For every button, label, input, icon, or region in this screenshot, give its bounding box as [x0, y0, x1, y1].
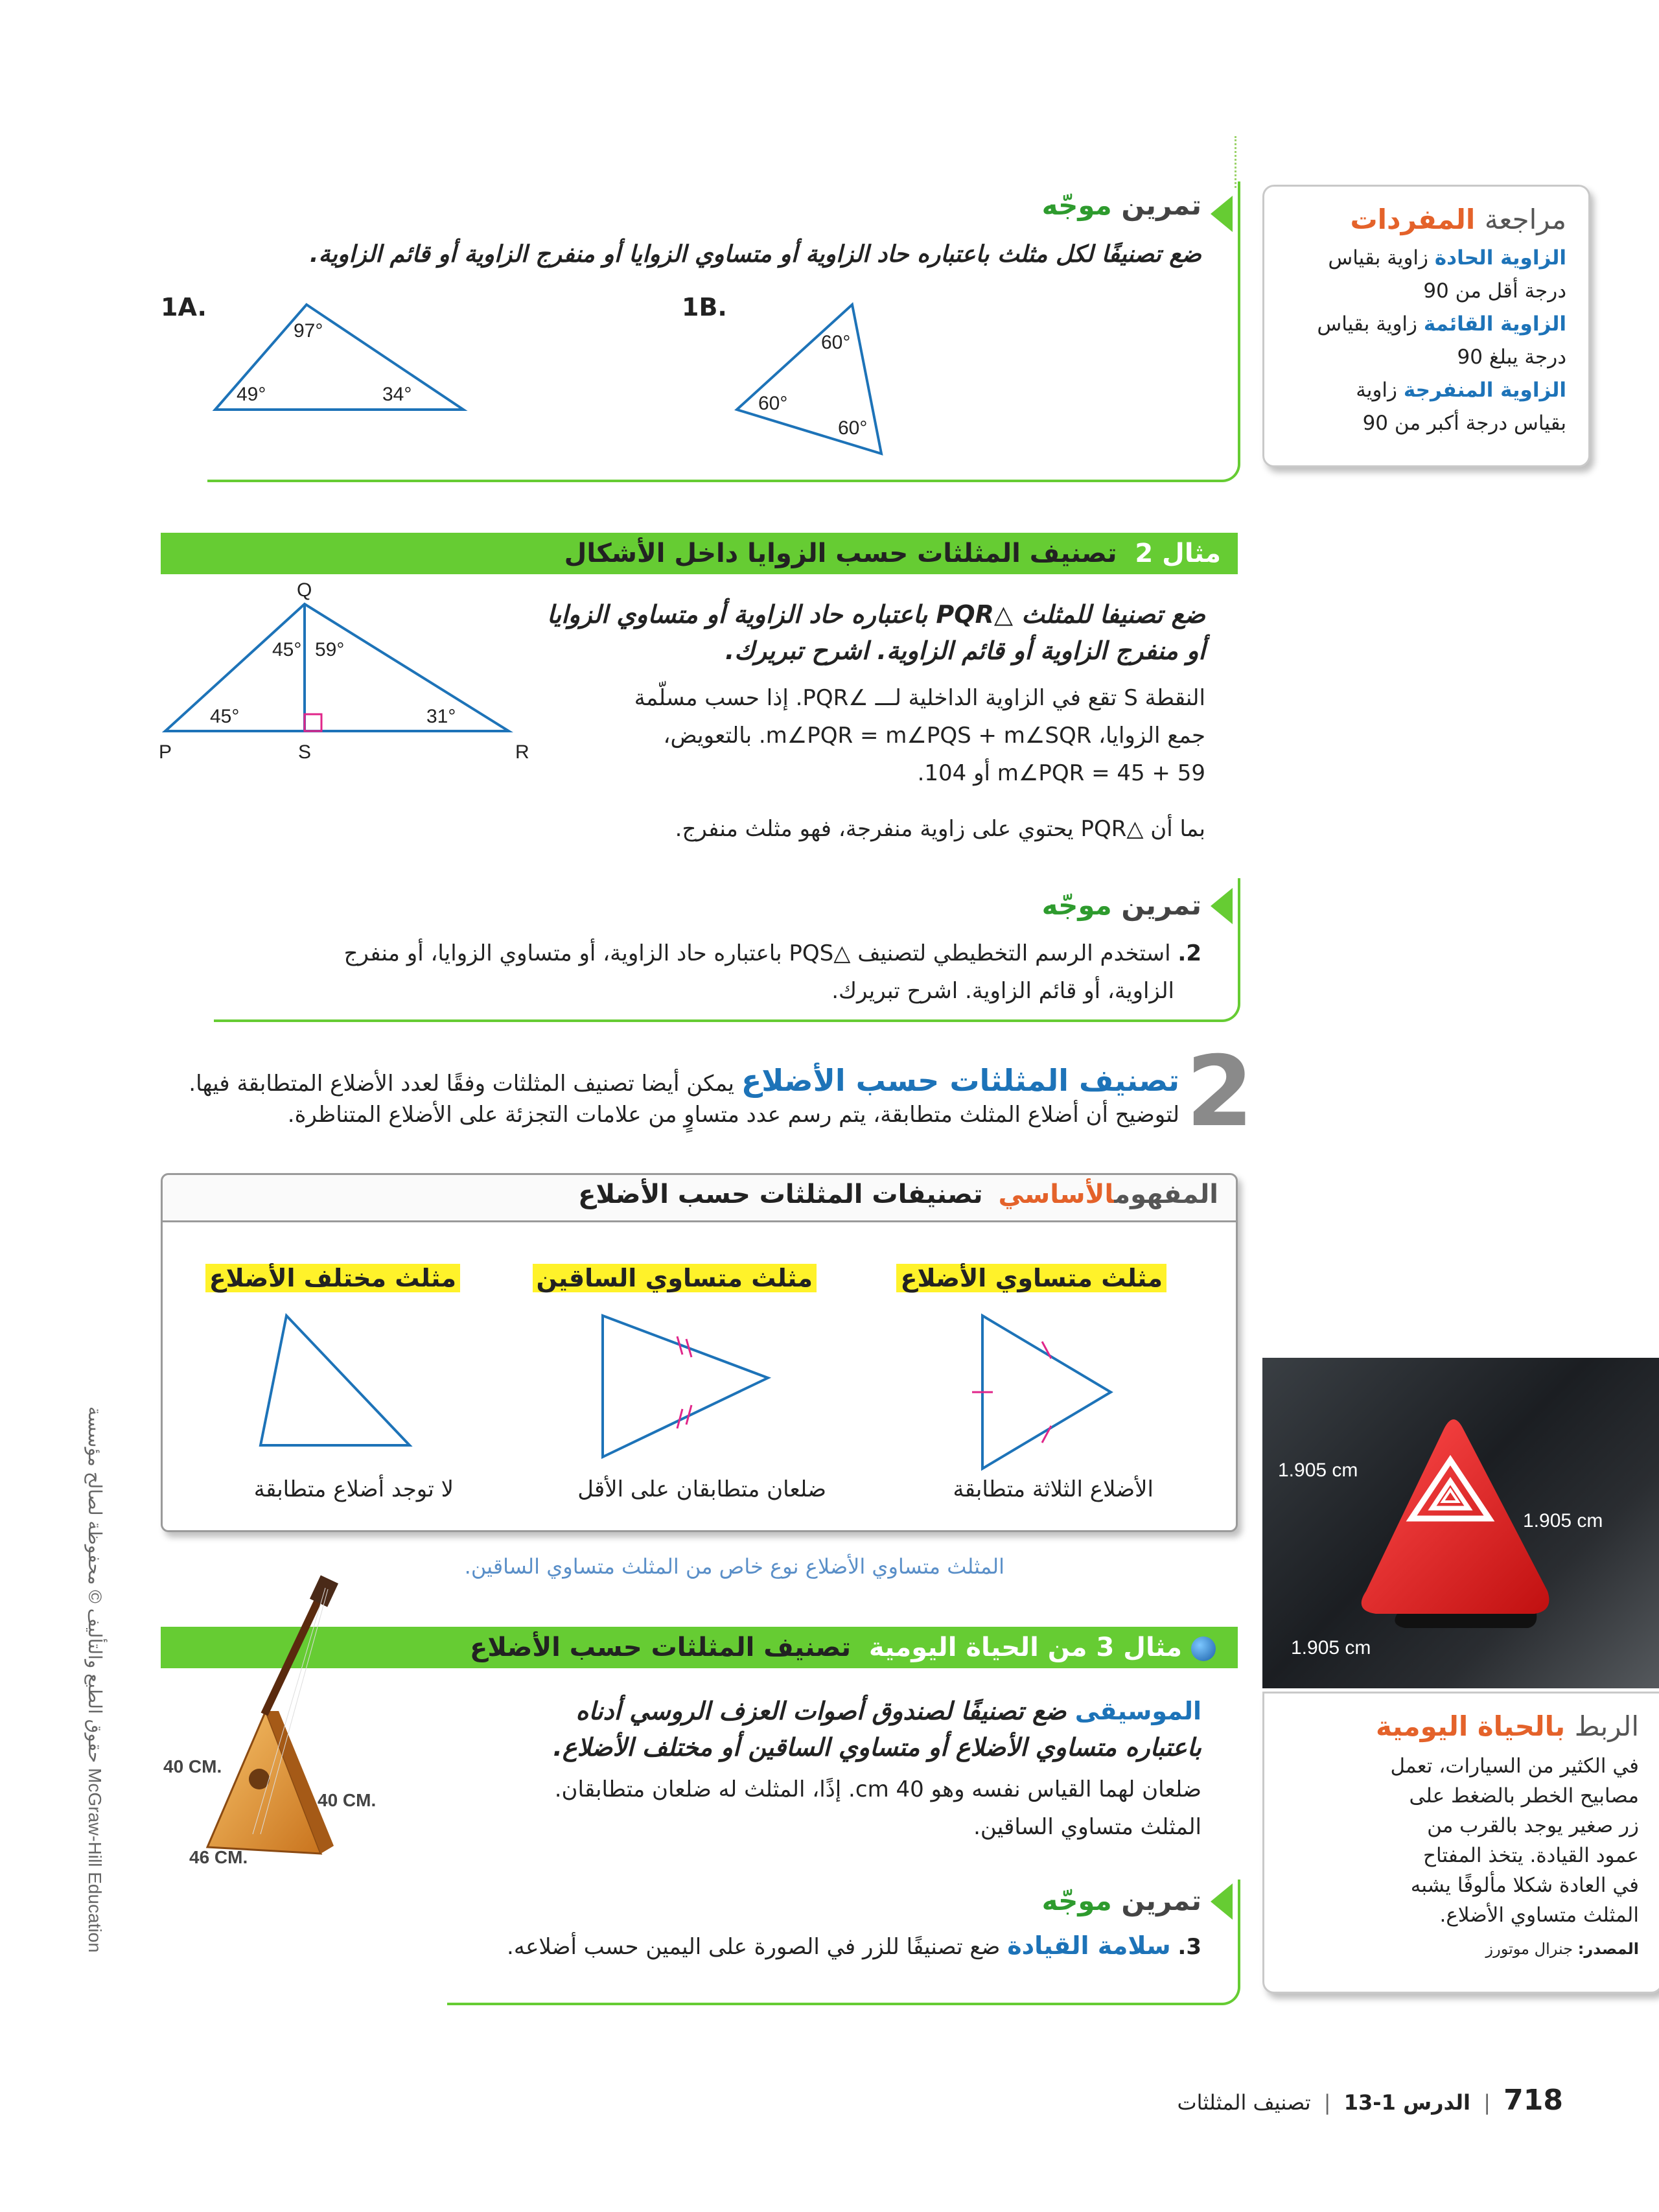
section-number: 2: [1186, 1036, 1254, 1148]
angle-r: 31°: [426, 706, 456, 727]
guided-2-line2: الزاوية، أو قائم الزاوية. اشرح تبريرك.: [831, 978, 1174, 1004]
reallife-line1: في الكثير من السيارات، تعمل: [1390, 1754, 1639, 1778]
acute-term: الزاوية الحادة: [1434, 246, 1566, 270]
dim-bottom: 46 CM.: [189, 1847, 248, 1867]
example-3-a-line1: ضلعان لهما القياس نفسه وهو 40 cm. إذًا، المثلث له ضلعان متطابقان.: [554, 1776, 1201, 1802]
figure-pqr: [156, 577, 544, 771]
reallife-line2: مصابيح الخطر بالضغط على: [1409, 1784, 1639, 1808]
vertex-p: P: [159, 741, 172, 763]
lesson-title: تصنيف المثلثات: [1177, 2090, 1311, 2115]
guided-2-text: [344, 935, 1201, 1010]
photo-dim-bottom: 1.905 cm: [1291, 1637, 1371, 1659]
source-name: جنرال موتورز: [1485, 1940, 1573, 1958]
section-2-intro: يمكن أيضا تصنيف المثلثات وفقًا لعدد الأضلاع المتطابقة فيها.: [189, 1071, 735, 1097]
example-2-label: مثال 2: [1135, 539, 1221, 568]
guided-2-line1: استخدم الرسم التخطيطي لتصنيف △PQS باعتباره حاد الزاوية، أو متساوي الزوايا، أو منفرج: [343, 940, 1171, 966]
concept-label-b: الأساسي: [998, 1180, 1115, 1209]
guided-3-text: [507, 1931, 1201, 1960]
example-2-a-line2: جمع الزوايا، m∠PQR = m∠PQS + m∠SQR. بالتعويض،: [663, 723, 1205, 749]
right-def-a: زاوية بقياس: [1317, 312, 1418, 336]
desc-scalene: لا توجد أضلاع متطابقة: [253, 1476, 454, 1502]
vertex-s: S: [298, 741, 312, 763]
dim-right: 40 CM.: [318, 1790, 377, 1810]
right-term: الزاوية القائمة: [1423, 312, 1566, 336]
guided-title-3: [1042, 1885, 1201, 1916]
vocabulary-review-box: [1262, 185, 1590, 467]
guided-instruction-1: ضع تصنيفًا لكل مثلث باعتباره حاد الزاوية أو متساوي الزوايا أو منفرج الزاوية أو قائم الزاوية.: [309, 241, 1201, 268]
guided-3-topic: سلامة القيادة: [1007, 1931, 1171, 1960]
example-2-answer: [634, 679, 1205, 792]
vertex-r: R: [515, 741, 529, 763]
label-1a: 1A.: [161, 293, 207, 321]
heading-equilateral: [896, 1264, 1166, 1292]
photo-dim-right: 1.905 cm: [1523, 1510, 1603, 1531]
reallife-title-accent: بالحياة اليومية: [1375, 1710, 1566, 1742]
page-number: 718: [1503, 2084, 1563, 2117]
concept-title: تصنيفات المثلثات حسب الأضلاع: [578, 1180, 983, 1209]
key-concept-title: [578, 1180, 1218, 1209]
vertex-q: Q: [297, 579, 312, 601]
reallife-line4: عمود القيادة. يتخذ المفتاح: [1423, 1844, 1639, 1867]
lesson-label: الدرس 1-13: [1343, 2090, 1471, 2115]
guided-arrow-2: [1211, 888, 1233, 924]
desc-equilateral: الأضلاع الثلاثة متطابقة: [953, 1476, 1154, 1502]
obtuse-term: الزاوية المنفرجة: [1403, 378, 1566, 402]
example-3-topic: الموسيقى: [1074, 1697, 1201, 1725]
example-3-question: [553, 1693, 1201, 1765]
example-2-a-line1: النقطة S تقع في الزاوية الداخلية لـــ ∠PQR. إذا حسب مسلّمة: [634, 685, 1205, 711]
obtuse-def-b: بقياس درجة أكبر من 90: [1362, 412, 1566, 435]
desc-isosceles: ضلعان متطابقان على الأقل: [577, 1476, 826, 1502]
dotted-guide: [1235, 136, 1236, 188]
example-2-title: تصنيف المثلثات حسب الزوايا داخل الأشكال: [564, 539, 1117, 568]
real-world-link-box: [1262, 1692, 1659, 1994]
reallife-line3: زر صغير يوجد بالقرب من: [1427, 1814, 1639, 1837]
example-3-title: تصنيف المثلثات حسب الأضلاع: [470, 1633, 851, 1662]
heading-isosceles-text: مثلث متساوي الساقين: [533, 1264, 817, 1292]
example-2-question: [547, 596, 1205, 669]
heading-equilateral-text: مثلث متساوي الأضلاع: [896, 1264, 1166, 1292]
example-3-a-line2: المثلث متساوي الساقين.: [973, 1814, 1201, 1840]
angle-q-right: 59°: [315, 639, 345, 660]
globe-icon: [1191, 1636, 1216, 1661]
example-3-answer: [555, 1771, 1201, 1846]
example-2-conclusion: بما أن △PQR يحتوي على زاوية منفرجة، فهو مثلث منفرج.: [675, 816, 1205, 842]
obtuse-def-a: زاوية: [1356, 378, 1398, 402]
reallife-line6: المثلث متساوي الأضلاع.: [1439, 1903, 1639, 1927]
example-3-q-line1: ضع تصنيفًا لصندوق أصوات العزف الروسي أدناه: [575, 1697, 1067, 1725]
guided-title-word: تمرين: [1121, 889, 1201, 921]
angle-1a-top: 97°: [294, 320, 323, 342]
angle-1a-right: 34°: [382, 384, 412, 405]
label-1b: 1B.: [682, 293, 727, 321]
example-2-bar: [161, 533, 1238, 574]
angle-p: 45°: [210, 706, 240, 727]
angle-1b-top: 60°: [821, 332, 851, 353]
vocab-title-accent: المفردات: [1350, 204, 1476, 235]
source-label: المصدر:: [1577, 1940, 1639, 1958]
reallife-line5: في العادة شكلا مألوفًا يشبه: [1410, 1874, 1639, 1897]
concept-label-a: المفهوم: [1114, 1180, 1218, 1209]
vocab-title-word: مراجعة: [1484, 204, 1566, 235]
concept-note: المثلث متساوي الأضلاع نوع خاص من المثلث متساوي الساقين.: [464, 1554, 1004, 1579]
example-2-q-line1: ضع تصنيفا للمثلث △PQR باعتباره حاد الزاوية أو متساوي الزوايا: [547, 600, 1205, 629]
example-3-q-line2: باعتباره متساوي الأضلاع أو متساوي الساقين أو مختلف الأضلاع.: [553, 1733, 1201, 1762]
heading-scalene: [205, 1264, 460, 1292]
photo-dim-left: 1.905 cm: [1278, 1460, 1358, 1481]
guided-title-1: [1042, 189, 1201, 221]
triangle-1a: [207, 298, 480, 421]
acute-def-a: زاوية بقياس: [1328, 246, 1428, 270]
guided-title-accent: موجّه: [1041, 889, 1112, 921]
guided-arrow-3: [1211, 1883, 1233, 1920]
guided-title-accent: موجّه: [1041, 1885, 1112, 1916]
angle-1a-left: 49°: [237, 384, 266, 405]
guided-arrow-1: [1211, 196, 1233, 232]
example-2-q-line2: أو منفرج الزاوية أو قائم الزاوية. اشرح تبريرك.: [725, 636, 1205, 665]
exercise-number-2: 2.: [1178, 940, 1201, 966]
footer-divider: |: [1323, 2090, 1331, 2115]
guided-title-word: تمرين: [1121, 189, 1201, 221]
equilateral-triangle: [966, 1308, 1121, 1476]
isosceles-triangle: [593, 1308, 774, 1476]
angle-1b-right: 60°: [838, 417, 868, 439]
scalene-triangle: [253, 1308, 421, 1476]
guided-3-instruction: ضع تصنيفًا للزر في الصورة على اليمين حسب أضلاعه.: [507, 1934, 1001, 1960]
example-2-a-line3: m∠PQR = 45 + 59 أو 104.: [917, 760, 1205, 786]
page-footer: [1177, 2084, 1563, 2117]
guided-title-word: تمرين: [1121, 1885, 1201, 1916]
section-2-line1: [189, 1063, 1179, 1098]
balalaika-image: [156, 1575, 376, 1886]
section-2-line2: لتوضيح أن أضلاع المثلث متطابقة، يتم رسم عدد متساوٍ من علامات التجزئة على الأضلاع المتناظرة.: [287, 1102, 1179, 1128]
angle-1b-left: 60°: [758, 393, 788, 414]
acute-def-b: درجة أقل من 90: [1423, 279, 1566, 303]
dim-left: 40 CM.: [163, 1756, 222, 1776]
reallife-title-word: الربط: [1574, 1710, 1639, 1742]
example-3-label: مثال 3 من الحياة اليومية: [868, 1633, 1183, 1662]
heading-isosceles: [533, 1264, 817, 1292]
copyright-vertical: حقوق الطبع والتأليف © محفوظة لصالح مؤسسة McGraw-Hill Education: [85, 1406, 105, 1953]
right-def-b: درجة يبلغ 90: [1457, 345, 1566, 369]
section-2-title: تصنيف المثلثات حسب الأضلاع: [741, 1063, 1179, 1098]
exercise-number-3: 3.: [1178, 1934, 1201, 1960]
angle-q-left: 45°: [272, 639, 302, 660]
guided-title-2: [1042, 889, 1201, 921]
heading-scalene-text: مثلث مختلف الأضلاع: [205, 1264, 460, 1292]
triangle-1b: [729, 298, 898, 460]
footer-divider: |: [1483, 2090, 1491, 2115]
guided-title-accent: موجّه: [1041, 189, 1112, 221]
